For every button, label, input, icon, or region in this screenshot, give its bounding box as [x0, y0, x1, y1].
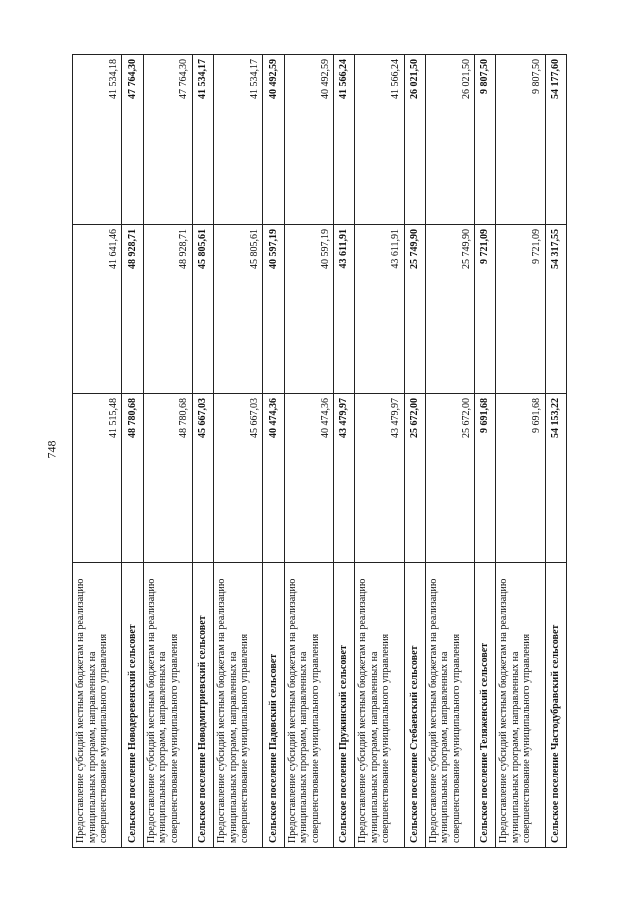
- value-col-2: 48 928,71: [143, 225, 192, 394]
- row-name: Предоставление субсидий местным бюджетам на реализацию муниципальных программ, направленных на совершенствование муниципального управления: [143, 563, 192, 848]
- settlement-row: [122, 55, 143, 848]
- value-col-2: 43 611,91: [334, 225, 355, 394]
- settlement-row: [263, 55, 284, 848]
- subsidy-row: [425, 55, 474, 848]
- value-col-3: 40 492,59: [263, 55, 284, 225]
- settlement-row: [192, 55, 213, 848]
- value-col-2: 41 641,46: [73, 225, 122, 394]
- value-col-1: 43 479,97: [355, 394, 404, 563]
- row-name: Предоставление субсидий местным бюджетам на реализацию муниципальных программ, направленных на совершенствование муниципального управления: [355, 563, 404, 848]
- value-col-1: 54 153,22: [545, 394, 566, 563]
- subsidy-row: [496, 55, 545, 848]
- subsidy-row: [214, 55, 263, 848]
- budget-table: [72, 54, 567, 848]
- subsidy-row: [284, 55, 333, 848]
- value-col-2: 9 721,09: [475, 225, 496, 394]
- rotated-table-wrapper: [72, 55, 567, 848]
- row-name: Предоставление субсидий местным бюджетам на реализацию муниципальных программ, направленных на совершенствование муниципального управления: [425, 563, 474, 848]
- value-col-2: 54 317,55: [545, 225, 566, 394]
- page-number: 748: [44, 440, 59, 459]
- value-col-1: 48 780,68: [143, 394, 192, 563]
- value-col-2: 25 749,90: [425, 225, 474, 394]
- settlement-row: [475, 55, 496, 848]
- value-col-3: 47 764,30: [143, 55, 192, 225]
- subsidy-row: [73, 55, 122, 848]
- value-col-3: 41 566,24: [355, 55, 404, 225]
- value-col-2: 9 721,09: [496, 225, 545, 394]
- settlement-row: [545, 55, 566, 848]
- value-col-2: 25 749,90: [404, 225, 425, 394]
- value-col-1: 41 515,48: [73, 394, 122, 563]
- settlement-row: [334, 55, 355, 848]
- row-name: Предоставление субсидий местным бюджетам на реализацию муниципальных программ, направленных на совершенствование муниципального управления: [496, 563, 545, 848]
- value-col-1: 48 780,68: [122, 394, 143, 563]
- row-name: Сельское поселение Стебаевский сельсовет: [404, 563, 425, 848]
- value-col-1: 9 691,68: [475, 394, 496, 563]
- value-col-2: 43 611,91: [355, 225, 404, 394]
- value-col-3: 9 807,50: [475, 55, 496, 225]
- value-col-2: 40 597,19: [263, 225, 284, 394]
- row-name: Сельское поселение Падовский сельсовет: [263, 563, 284, 848]
- value-col-1: 40 474,36: [284, 394, 333, 563]
- value-col-3: 41 566,24: [334, 55, 355, 225]
- value-col-2: 40 597,19: [284, 225, 333, 394]
- row-name: Предоставление субсидий местным бюджетам на реализацию муниципальных программ, направленных на совершенствование муниципального управления: [284, 563, 333, 848]
- value-col-3: 26 021,50: [404, 55, 425, 225]
- value-col-3: 41 534,17: [192, 55, 213, 225]
- settlement-row: [404, 55, 425, 848]
- value-col-3: 54 177,60: [545, 55, 566, 225]
- value-col-3: 41 534,18: [73, 55, 122, 225]
- row-name: Предоставление субсидий местным бюджетам на реализацию муниципальных программ, направленных на совершенствование муниципального управления: [214, 563, 263, 848]
- subsidy-row: [143, 55, 192, 848]
- value-col-1: 25 672,00: [425, 394, 474, 563]
- value-col-1: 45 667,03: [214, 394, 263, 563]
- row-name: Сельское поселение Частодубравский сельсовет: [545, 563, 566, 848]
- value-col-3: 9 807,50: [496, 55, 545, 225]
- row-name: Сельское поселение Новодеревенский сельсовет: [122, 563, 143, 848]
- value-col-2: 45 805,61: [192, 225, 213, 394]
- value-col-3: 47 764,30: [122, 55, 143, 225]
- value-col-1: 43 479,97: [334, 394, 355, 563]
- value-col-1: 40 474,36: [263, 394, 284, 563]
- value-col-2: 45 805,61: [214, 225, 263, 394]
- value-col-1: 25 672,00: [404, 394, 425, 563]
- value-col-3: 40 492,59: [284, 55, 333, 225]
- value-col-2: 48 928,71: [122, 225, 143, 394]
- row-name: Сельское поселение Пружинский сельсовет: [334, 563, 355, 848]
- value-col-3: 26 021,50: [425, 55, 474, 225]
- row-name: Сельское поселение Новодмитриевский сельсовет: [192, 563, 213, 848]
- row-name: Сельское поселение Теляженский сельсовет: [475, 563, 496, 848]
- value-col-1: 9 691,68: [496, 394, 545, 563]
- value-col-1: 45 667,03: [192, 394, 213, 563]
- row-name: Предоставление субсидий местным бюджетам на реализацию муниципальных программ, направленных на совершенствование муниципального управления: [73, 563, 122, 848]
- value-col-3: 41 534,17: [214, 55, 263, 225]
- subsidy-row: [355, 55, 404, 848]
